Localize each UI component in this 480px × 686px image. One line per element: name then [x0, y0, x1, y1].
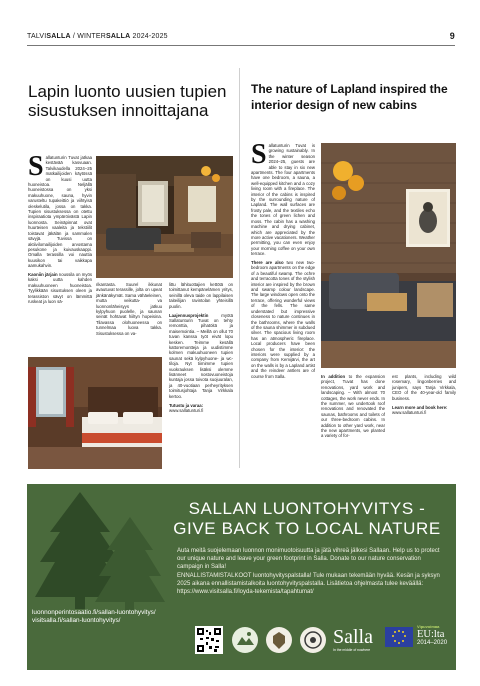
logo-strip — [195, 626, 451, 658]
vipu-main: EU:lta — [417, 629, 445, 640]
header-rule — [27, 45, 455, 46]
banner-title-line2: GIVE BACK TO LOCAL NATURE — [173, 519, 441, 538]
foundation-logo-icon — [231, 626, 259, 654]
column-divider — [239, 68, 240, 468]
page-number: 9 — [449, 31, 455, 41]
article-fi-col3 — [169, 282, 233, 417]
article-en-col2-p1: to the expansion project, Tuvat has done renovations, yard work and landscaping. – With almost 70 cottages, the work never ends. In the summer, we undertook roof renovations and renovated the saunas, bathrooms and toilets of our three-bedroom cabins. In addition to other yard work, near the new apartments, we planted a variety of for- — [321, 374, 385, 439]
banner-paragraph-2: ENNALLISTAMISTALKOOT luontohyvityspalstalla! Tule mukaan tekemään hyvää. Kesän ja syksyn 2025 aikana ennallistamistalkoita luontohyvityspalstalla. Lisätietoa ohjelmasta tulee keväällä: https://www.visitsalla.fi/loyda-tekemista/tapahtumat/ — [177, 573, 440, 595]
article-en-col1-lead: There are also — [251, 260, 284, 266]
article-fi-col3-p2: myötä Sallatunturin Tuvat on tehty remonttia, pihatöitä ja maisemointia. – Meillä on ollut 70 tuvan kanssa työt eivät lopu kesken. Teimme kesällä kattoremontteja ja uudistimme kolmen makuuhuoneen tupien saunat sekä kylpyhuone- ja wc-tiloja. Nyt tiimimme tupien vuokrauksen lisäksi olemme lisänneet nostovuoneistoja kuntaja jossa toivota suojuuralan, ja 40-vuotiaan perheyrityksen toimitusjohtaja Tanja Virkkala kertoo. — [169, 312, 233, 399]
header-year: 2024-2025 — [130, 33, 168, 40]
article-fi-title: Lapin luonto uusien tupien sisustuksen innoittajana — [28, 82, 227, 120]
banner-paragraph-1: Auta meitä suojelemaan luonnon monimuotoisuutta ja jätä vihreä jälkesi Sallaan. Help us to protect our unique nature and leave your green footprint in Salla. Donate to our nature conservation campaign in Salla! — [177, 548, 440, 570]
link-luonnonperintosaatio[interactable]: luonnonperintosaatio.fi/sallan-luontohyvitys/ — [32, 609, 156, 616]
header-salla: SALLA — [46, 33, 71, 40]
article-en-col1-p2: two new two-bedroom apartments on the edge of a beautiful swamp. The ochre and terracotta tones of the stylish interior are inspired by the brown and swamp colour landscape. The large windows open onto the terrace, offering wonderful views of the fells. The same understated but impressive closeness to nature continues in the bathrooms, where the walls of the sauna shimmer in subdued silver. The spacious living room has an atmospheric fireplace. Local producers have been chosen for the interior: the interiors were supplied by a company from Kemijärvi, the art on the walls is by a Lapland artist and the reindeer antlers are of course from Salla. — [251, 260, 315, 379]
tree-illustration — [35, 492, 165, 610]
article-fi-col3-p1: littu lähituottajien kettötä on toimittanut kempänelämen yritys, seinillä oleva taide on lappilaisen taiteilijan ravintolan yhteisillä puolin. — [169, 282, 233, 309]
salla-tagline: In the middle of nowhere — [333, 648, 371, 652]
link-visitsalla[interactable]: visitsalla.fi/sallan-luontohyvitys/ — [32, 617, 121, 624]
banner-body — [177, 548, 445, 599]
article-fi-dropcap: S — [28, 151, 44, 182]
vipu-years: 2014–2020 — [417, 640, 448, 646]
eu-flag-icon — [385, 627, 413, 651]
article-en-col3 — [392, 374, 456, 419]
article-en-col1-p1: allatunturin Tuvat is growing sustainably. In the winter season 2024–25, guests are able to stay in six new apartments. The four apartments have one bedroom, a sauna, a well-equipped kitchen and a cozy living room with a fireplace. The interior of the cabins is inspired by the surrounding nature of Lapland. The wall surfaces are frosty pale, and the textiles echo the tones of green lichen and moss. The cabin has a washing machine and drying cabinet, which are appreciated by the more active vacationers. Weather permitting, you can even enjoy your morning coffee on your own terrace. — [251, 143, 315, 257]
page-header — [27, 30, 455, 44]
article-fi-link[interactable]: www.sallatunturi.fi — [169, 407, 204, 413]
article-fi-col2 — [96, 282, 162, 340]
vipu-kicker: Vipuvoimaa — [417, 624, 440, 629]
emblem-icon — [299, 626, 327, 654]
article-en-col1 — [251, 139, 315, 382]
article-fi-col2-p1: rikantasta. Suurel ikkunat avautuvat terassille, jolta on upeat jänkänäkymät. Sama vähäeleinen, mutta veikutta- va luonnonläheisyys jatkuu kylpyhuon puolelle, ja saunan seinät hohtavat hiiltyn hopeisina. Tilavassa olohuoneessa on tunnelmaa luova takka. Sisustuksessa on va- — [96, 282, 162, 336]
header-winter: / WINTER — [70, 33, 107, 40]
header-talvi: TALVI — [27, 33, 47, 40]
article-en-col2 — [321, 374, 385, 442]
article-en-link[interactable]: www.sallatunturi.fi — [392, 409, 427, 415]
article-fi-col3-lead: Laajennusprojektin — [169, 312, 209, 318]
article-fi-col1-p2: noussila on myös kaksi uutta kahden makuuhuoneen huoneistoa. Tyylikkään sisustuksen oleen ja terassiston sävyt on lämmittä ruskeat ja luon sä- — [28, 272, 93, 305]
article-en-col2-lead: In addition — [321, 374, 346, 379]
article-en-book-label: Learn more and book here: — [392, 404, 448, 410]
article-fi-col1 — [28, 151, 93, 308]
banner-links — [32, 609, 222, 625]
magazine-title — [27, 33, 168, 40]
banner-title — [162, 499, 452, 539]
photo-living-room — [96, 156, 233, 278]
article-en-dropcap: S — [251, 139, 267, 170]
article-en-col3-p1: est plants, including wild rosemary, lingonberries and junipers, says Tanja Virkkala, CEO of the 40-year-old family business. — [392, 374, 456, 401]
municipality-crest-icon — [265, 626, 293, 654]
salla-logo-text: Salla — [333, 626, 373, 648]
qr-code-icon[interactable] — [195, 626, 223, 654]
article-en-title: The nature of Lapland inspired the interior design of new cabins — [251, 82, 448, 112]
photo-lounge — [321, 143, 456, 368]
article-fi-col1-lead: Kaoniin järjain — [28, 272, 58, 278]
banner-title-line1: SALLAN LUONTOHYVITYS - — [188, 499, 426, 518]
header-salla-2: SALLA — [106, 33, 131, 40]
article-fi-col1-p1: allatunturin Tuvat jatkaa kestävää kasvuaan. Talvikaudella 2024–25 matkailijoiden käytössä on kuusi uutta huoneistoa. Neljällä huoneistossa on yksi makuuhuone, sauna, hyvin varusteltu tupakeittiö ja viihtyisä oleskelutila, jossa on takka. Tupien sisustuksessa on otettu inspiraatiota ympäröivästä Lapin luonnosta. Seinäpinnat ovat huurteisen vaaleita ja tekstiilit toistavat jäkälän ja sammalen sävyjä. Tuvissa on aktiivilomailijoiden arvostama pesukone ja kuivauskaappi. Omalla terassilla voi nauttia kuusikon tai vaikkapa aamukahvin. — [28, 155, 92, 269]
luontohyvitys-banner — [27, 484, 456, 670]
photo-bedroom — [28, 357, 162, 469]
salla-logo — [333, 626, 381, 656]
vipuvoimaa-logo — [417, 624, 453, 656]
article-fi-book-label: Tutustu ja varaa: — [169, 402, 204, 408]
